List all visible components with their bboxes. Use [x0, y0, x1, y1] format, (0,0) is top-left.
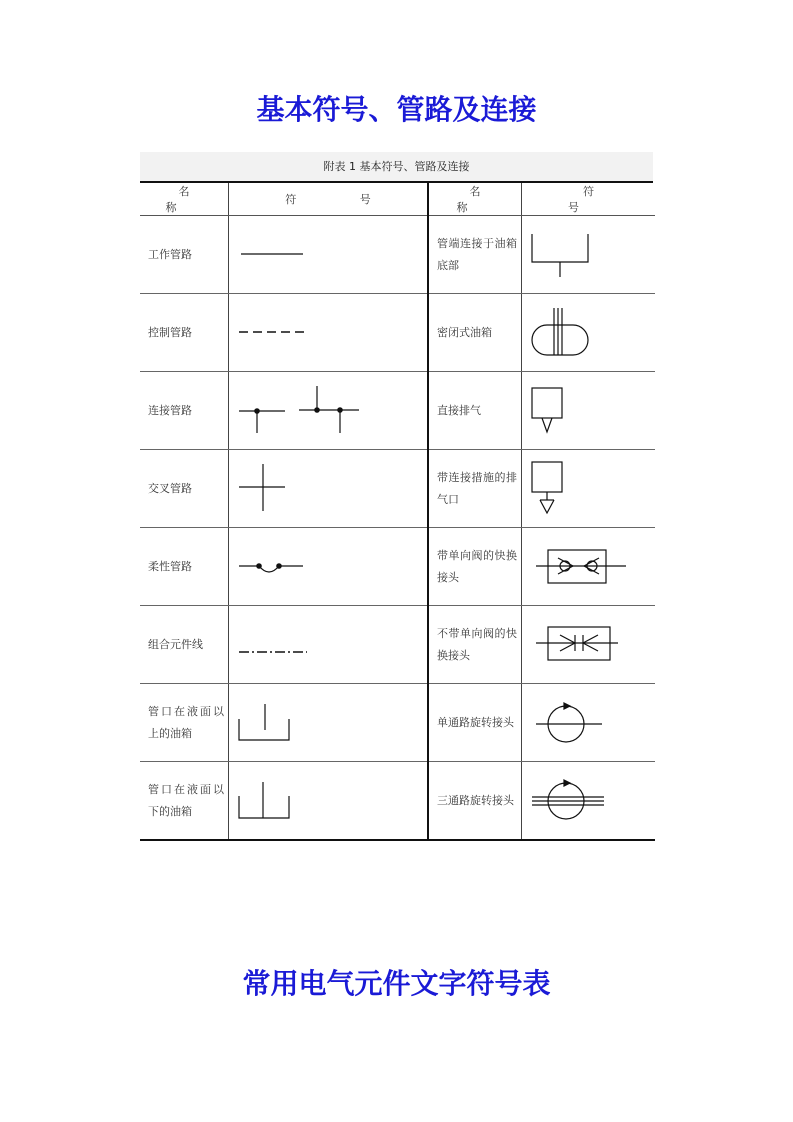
symbol-name: 管口在液面以下的油箱: [140, 762, 229, 841]
main-title: 基本符号、管路及连接: [256, 93, 537, 126]
connected-lines-icon: [229, 372, 427, 449]
dashed-line-icon: [229, 294, 427, 371]
three-path-rotary-joint-icon: [522, 762, 655, 839]
header-symbol-right: [522, 183, 656, 216]
header-name-right: [428, 183, 522, 216]
pipe-to-tank-bottom-icon: [522, 216, 655, 293]
symbol-name: 工作管路: [140, 216, 229, 294]
crossing-lines-icon: [229, 450, 427, 527]
header-symbol-left-label: 符 号: [285, 193, 401, 206]
table-caption: 附表 1 基本符号、管路及连接: [140, 152, 653, 183]
symbol-name: 带单向阀的快换接头: [428, 528, 522, 606]
header-name-left: [140, 183, 229, 216]
table-row: [140, 684, 655, 762]
header-name-left-label: 名 称: [165, 185, 216, 214]
symbol-cell: [229, 762, 429, 841]
symbol-cell: [522, 216, 656, 294]
table-row: [140, 528, 655, 606]
tank-pipe-above-level-icon: [229, 684, 427, 761]
symbol-cell: [229, 372, 429, 450]
symbol-cell: [522, 762, 656, 841]
symbol-name: 三通路旋转接头: [428, 762, 522, 841]
symbol-cell: [522, 528, 656, 606]
symbol-cell: [522, 450, 656, 528]
symbol-cell: [229, 216, 429, 294]
symbol-cell: [229, 684, 429, 762]
symbol-cell: [522, 606, 656, 684]
dash-dot-line-icon: [229, 606, 427, 683]
quick-coupling-without-check-valve-icon: [522, 606, 655, 683]
symbol-name: 控制管路: [140, 294, 229, 372]
table-row: [140, 450, 655, 528]
exhaust-port-with-connection-icon: [522, 450, 655, 527]
sealed-tank-icon: [522, 294, 655, 371]
table-row: [140, 372, 655, 450]
table-row: [140, 762, 655, 841]
table-row: [140, 606, 655, 684]
symbol-cell: [229, 606, 429, 684]
quick-coupling-with-check-valve-icon: [522, 528, 655, 605]
single-path-rotary-joint-icon: [522, 684, 655, 761]
symbol-cell: [522, 294, 656, 372]
symbol-cell: [522, 372, 656, 450]
symbol-cell: [229, 294, 429, 372]
header-symbol-right-label: 符 号: [568, 185, 624, 214]
symbol-name: 管端连接于油箱底部: [428, 216, 522, 294]
symbol-name: 管口在液面以上的油箱: [140, 684, 229, 762]
symbol-name: 直接排气: [428, 372, 522, 450]
header-symbol-left: [229, 183, 429, 216]
symbol-name: 柔性管路: [140, 528, 229, 606]
symbol-name: 组合元件线: [140, 606, 229, 684]
direct-exhaust-icon: [522, 372, 655, 449]
symbol-name: 单通路旋转接头: [428, 684, 522, 762]
table-row: [140, 216, 655, 294]
header-name-right-label: 名 称: [456, 185, 507, 214]
working-line-icon: [229, 216, 427, 293]
symbol-table: [140, 152, 653, 841]
symbol-name: 带连接措施的排气口: [428, 450, 522, 528]
second-title: 常用电气元件文字符号表: [242, 967, 551, 1000]
symbol-cell: [229, 450, 429, 528]
table-header-row: [140, 183, 655, 216]
flexible-line-icon: [229, 528, 427, 605]
table-row: [140, 294, 655, 372]
tank-pipe-below-level-icon: [229, 762, 427, 839]
symbol-name: 不带单向阀的快换接头: [428, 606, 522, 684]
symbols-grid: [140, 183, 655, 841]
symbol-name: 交叉管路: [140, 450, 229, 528]
symbol-name: 密闭式油箱: [428, 294, 522, 372]
symbol-cell: [229, 528, 429, 606]
symbol-cell: [522, 684, 656, 762]
symbol-name: 连接管路: [140, 372, 229, 450]
